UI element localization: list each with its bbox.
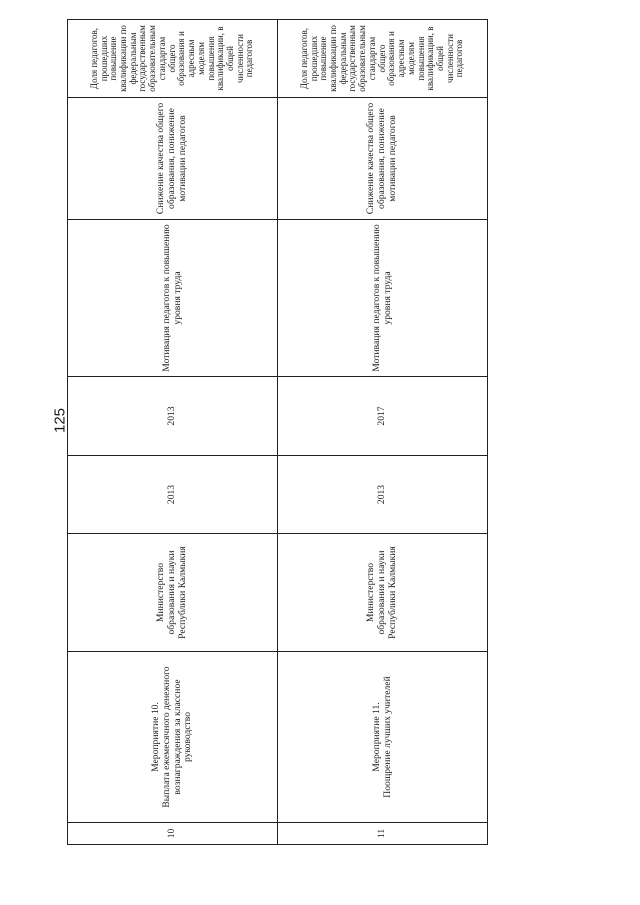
executor: Министерство образования и науки Республики Калмыкия (278, 534, 488, 652)
event-name: Мероприятие 10. Выплата ежемесячного денежного вознаграждения за классное руководство (68, 652, 278, 823)
executor: Министерство образования и науки Республики Калмыкия (68, 534, 278, 652)
row-number: 11 (278, 823, 488, 845)
target-indicator: Доля педагогов, прошедших повышение квалификации по федеральным государственным образовательным стандартам общего образования и адресным моделям повышения квалификации, в общей численности педагогов (68, 20, 278, 98)
table-frame (67, 20, 487, 845)
non-implementation-consequence: Снижение качества общего образования, понижение мотивации педагогов (278, 98, 488, 220)
start-year: 2013 (278, 456, 488, 534)
end-year: 2013 (68, 377, 278, 456)
event-name: Мероприятие 11. Поощрение лучших учителей (278, 652, 488, 823)
table-row (278, 20, 488, 845)
start-year: 2013 (68, 456, 278, 534)
expected-result: Мотивация педагогов к повышению уровня труда (68, 220, 278, 377)
expected-result: Мотивация педагогов к повышению уровня труда (278, 220, 488, 377)
target-indicator: Доля педагогов, прошедших повышение квалификации по федеральным государственным образовательным стандартам общего образования и адресным моделям повышения квалификации, в общей численности педагогов (278, 20, 488, 98)
non-implementation-consequence: Снижение качества общего образования, понижение мотивации педагогов (68, 98, 278, 220)
table-row (68, 20, 278, 845)
end-year: 2017 (278, 377, 488, 456)
row-number: 10 (68, 823, 278, 845)
program-events-table (67, 19, 488, 845)
page-number: 125 (51, 407, 69, 434)
